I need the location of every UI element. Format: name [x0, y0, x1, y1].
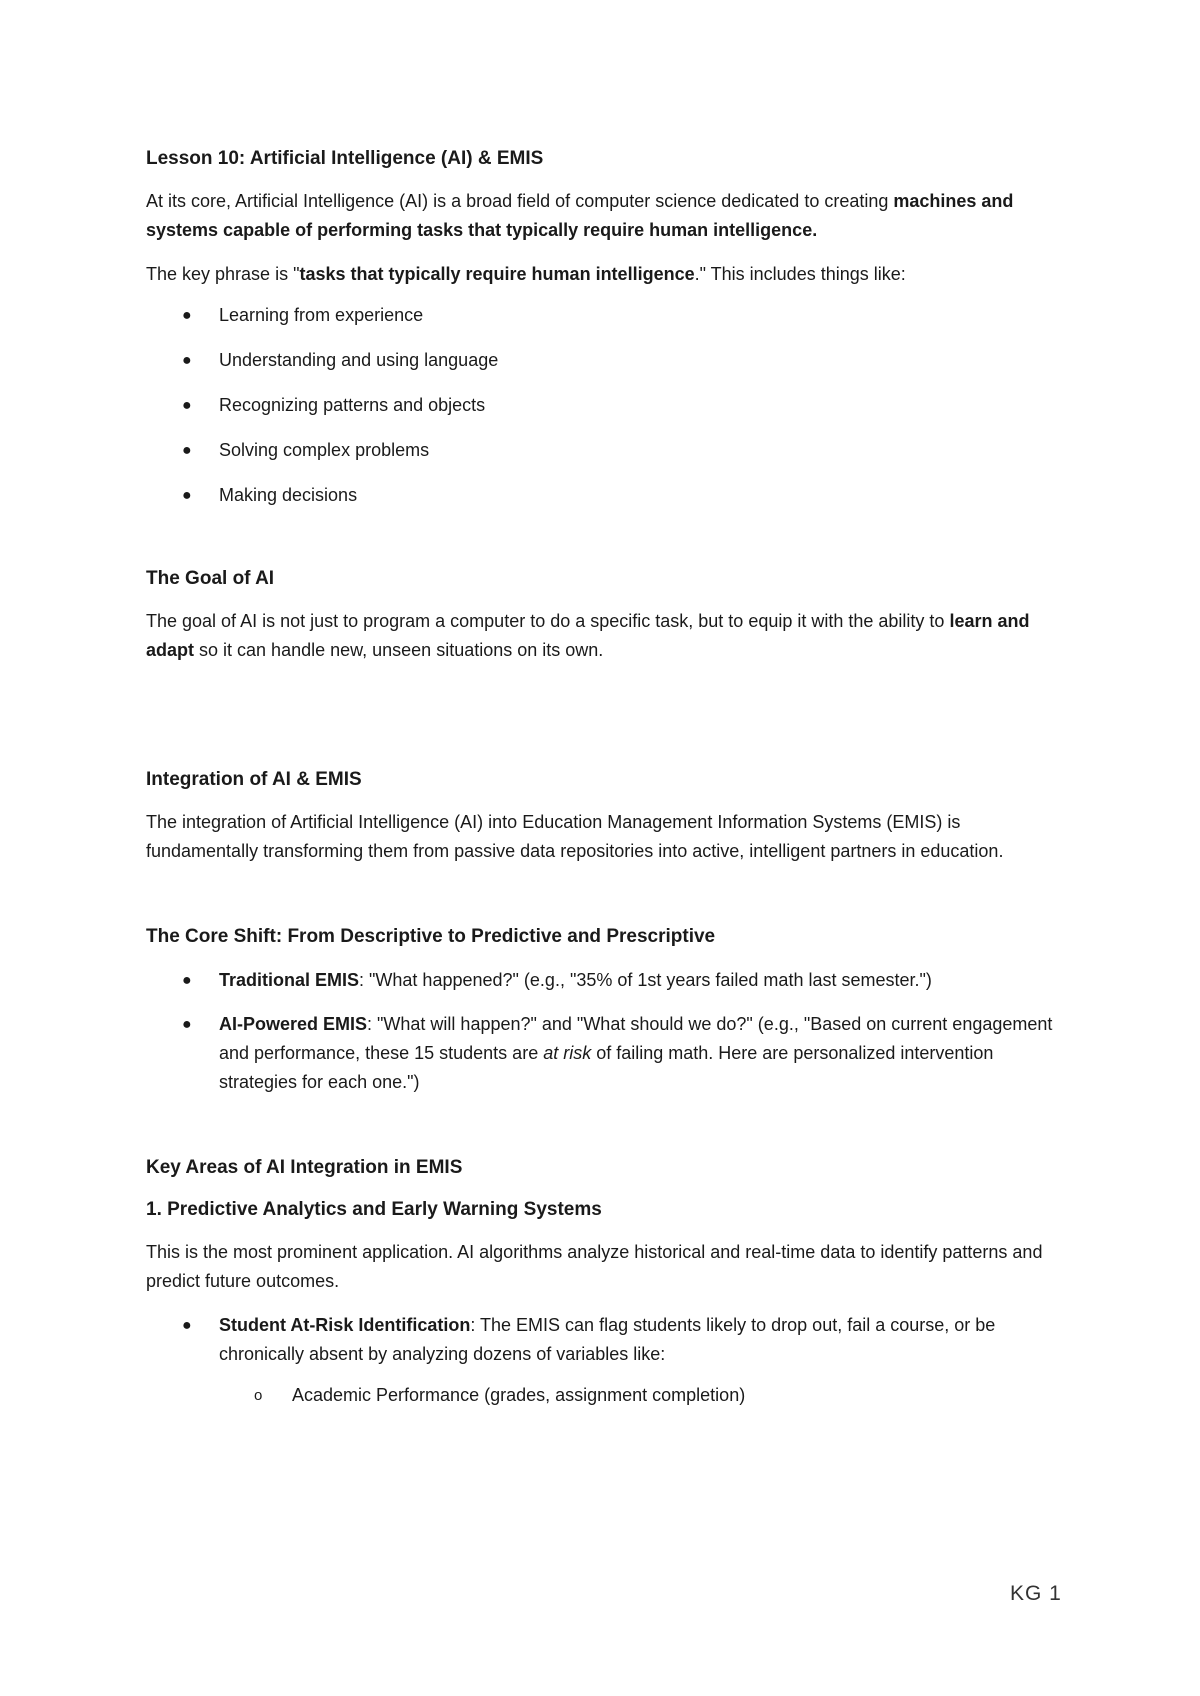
core-shift-heading: The Core Shift: From Descriptive to Predictive and Prescriptive — [146, 926, 716, 947]
lesson-title: Lesson 10: Artificial Intelligence (AI) & EMIS — [146, 148, 544, 169]
list-item: ● Learning from experience — [146, 301, 1066, 330]
document-body — [146, 146, 1066, 1410]
circle-bullet-icon: o — [254, 1387, 263, 1404]
integration-heading: Integration of AI & EMIS — [146, 769, 362, 790]
bullet-icon: ● — [182, 397, 192, 414]
intro-paragraph: At its core, Artificial Intelligence (AI) is a broad field of computer science dedicated to creating machines and systems capable of performing tasks that typically require human intelligence. — [146, 191, 1014, 240]
bullet-icon: ● — [182, 1016, 192, 1033]
goal-paragraph: The goal of AI is not just to program a computer to do a specific task, but to equip it with the ability to learn and adapt so it can handle new, unseen situations on its own. — [146, 611, 1030, 660]
list-item: ● Solving complex problems — [146, 436, 1066, 465]
list-item: ● Making decisions — [146, 481, 1066, 510]
core-shift-list — [146, 966, 1066, 1097]
key-areas-list — [146, 1311, 1066, 1369]
page-footer: KG 1 — [1010, 1582, 1062, 1605]
predictive-analytics-heading: 1. Predictive Analytics and Early Warning Systems — [146, 1199, 602, 1220]
key-phrase-paragraph: The key phrase is "tasks that typically require human intelligence." This includes things like: — [146, 264, 906, 284]
bullet-icon: ● — [182, 307, 192, 324]
variables-sublist — [146, 1381, 1066, 1410]
predictive-analytics-paragraph: This is the most prominent application. AI algorithms analyze historical and real-time data to identify patterns and predict future outcomes. — [146, 1242, 1043, 1291]
bullet-icon: ● — [182, 442, 192, 459]
bullet-icon: ● — [182, 972, 192, 989]
bullet-icon: ● — [182, 487, 192, 504]
bullet-icon: ● — [182, 352, 192, 369]
list-item: ● Traditional EMIS: "What happened?" (e.g., "35% of 1st years failed math last semester.") — [146, 966, 1066, 995]
list-item: ● Understanding and using language — [146, 346, 1066, 375]
ability-list — [146, 301, 1066, 510]
key-areas-heading: Key Areas of AI Integration in EMIS — [146, 1157, 463, 1178]
list-item: ● AI-Powered EMIS: "What will happen?" and "What should we do?" (e.g., "Based on current engagement and performance, these 15 students are at risk of failing math. Here are personalized intervention strategies for each one.") — [146, 1010, 1066, 1097]
bullet-icon: ● — [182, 1317, 192, 1334]
integration-paragraph: The integration of Artificial Intelligence (AI) into Education Management Information Systems (EMIS) is fundamentally transforming them from passive data repositories into active, intelligent partners in education. — [146, 812, 1004, 861]
goal-heading: The Goal of AI — [146, 568, 275, 589]
list-item: o Academic Performance (grades, assignment completion) — [146, 1381, 1066, 1410]
list-item: ● Recognizing patterns and objects — [146, 391, 1066, 420]
list-item: ● Student At-Risk Identification: The EMIS can flag students likely to drop out, fail a course, or be chronically absent by analyzing dozens of variables like: — [146, 1311, 1066, 1369]
